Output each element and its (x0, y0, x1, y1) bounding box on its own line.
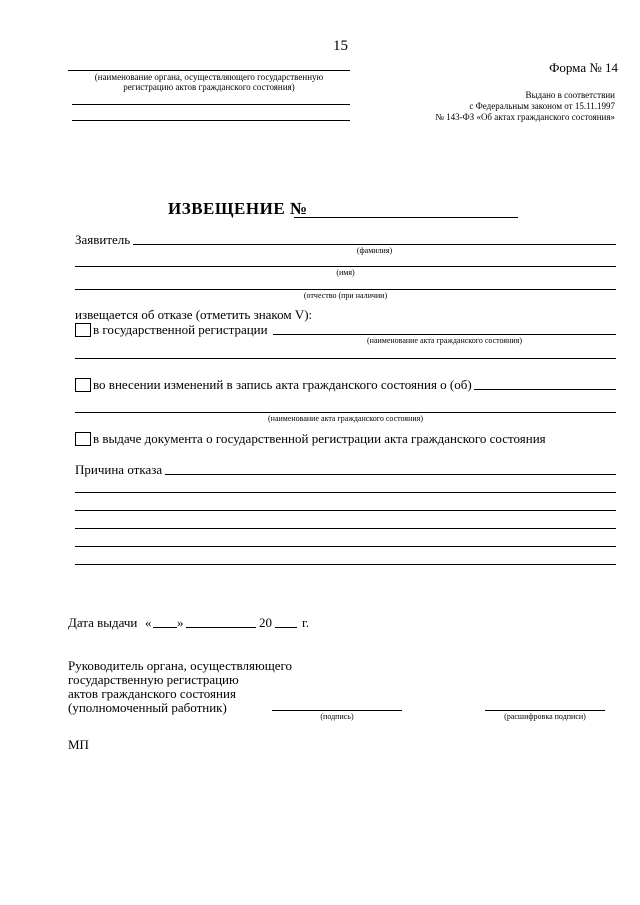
name-caption: (имя) (336, 268, 355, 277)
act-name-field-1[interactable] (273, 334, 616, 335)
signature-field[interactable] (272, 710, 402, 711)
reason-line-4[interactable] (75, 528, 616, 529)
date-year-field[interactable] (275, 627, 297, 628)
issued-line2: с Федеральным законом от 15.11.1997 (469, 101, 615, 111)
notice-number-field[interactable] (294, 217, 518, 218)
option-registration-label: в государственной регистрации (93, 322, 268, 337)
issuer-extra-line-1 (72, 104, 350, 105)
date-month-field[interactable] (186, 627, 256, 628)
applicant-label: Заявитель (75, 232, 131, 247)
issued-line1: Выдано в соответствии (525, 90, 615, 100)
signature-caption: (подпись) (320, 712, 354, 721)
page-number: 15 (333, 38, 348, 54)
changes-act-field[interactable] (474, 389, 616, 390)
issuer-extra-line-2 (72, 120, 350, 121)
surname-field[interactable] (133, 244, 616, 245)
patronymic-field[interactable] (75, 289, 616, 290)
issuer-caption-line2: регистрацию актов гражданского состояния) (123, 82, 295, 92)
signature-decode-caption: (расшифровка подписи) (504, 712, 586, 721)
act-name-field-2[interactable] (75, 412, 616, 413)
reason-line-2[interactable] (75, 492, 616, 493)
issuer-name-line (68, 70, 350, 71)
reason-line-3[interactable] (75, 510, 616, 511)
option-document-label: в выдаче документа о государственной регистрации акта гражданского состояния (93, 431, 546, 446)
reason-line-1[interactable] (165, 474, 616, 475)
option-changes-label: во внесении изменений в запись акта гражданского состояния о (об) (93, 377, 472, 392)
date-day-field[interactable] (153, 627, 177, 628)
document-checkbox[interactable] (75, 432, 91, 446)
date-year-prefix: 20 (259, 615, 272, 630)
document-title: ИЗВЕЩЕНИЕ № (168, 199, 308, 218)
reason-label: Причина отказа (75, 462, 163, 477)
head-line2: государственную регистрацию (68, 672, 239, 687)
date-open-quote: « (145, 615, 152, 630)
stamp-label: МП (68, 737, 89, 752)
form-label: Форма № 14 (549, 60, 618, 75)
date-year-suffix: г. (302, 615, 310, 630)
act-name-extra-line[interactable] (75, 358, 616, 359)
date-close-quote: » (177, 615, 184, 630)
surname-caption: (фамилия) (356, 246, 393, 255)
head-line1: Руководитель органа, осуществляющего (68, 658, 292, 673)
reason-line-5[interactable] (75, 546, 616, 547)
changes-checkbox[interactable] (75, 378, 91, 392)
registration-checkbox[interactable] (75, 323, 91, 337)
act-name-caption-2: (наименование акта гражданского состояния) (268, 414, 423, 423)
date-label: Дата выдачи (68, 615, 138, 630)
issued-line3: № 143-ФЗ «Об актах гражданского состояния» (435, 112, 615, 122)
head-line4: (уполномоченный работник) (68, 700, 227, 715)
issuer-caption-line1: (наименование органа, осуществляющего государственную (94, 72, 324, 82)
patronymic-caption: (отчество (при наличии) (303, 291, 388, 300)
signature-decode-field[interactable] (485, 710, 605, 711)
head-line3: актов гражданского состояния (68, 686, 236, 701)
name-field[interactable] (75, 266, 616, 267)
act-name-caption-1: (наименование акта гражданского состояния) (367, 336, 522, 345)
reason-line-6[interactable] (75, 564, 616, 565)
refusal-intro: извещается об отказе (отметить знаком V): (75, 307, 313, 322)
